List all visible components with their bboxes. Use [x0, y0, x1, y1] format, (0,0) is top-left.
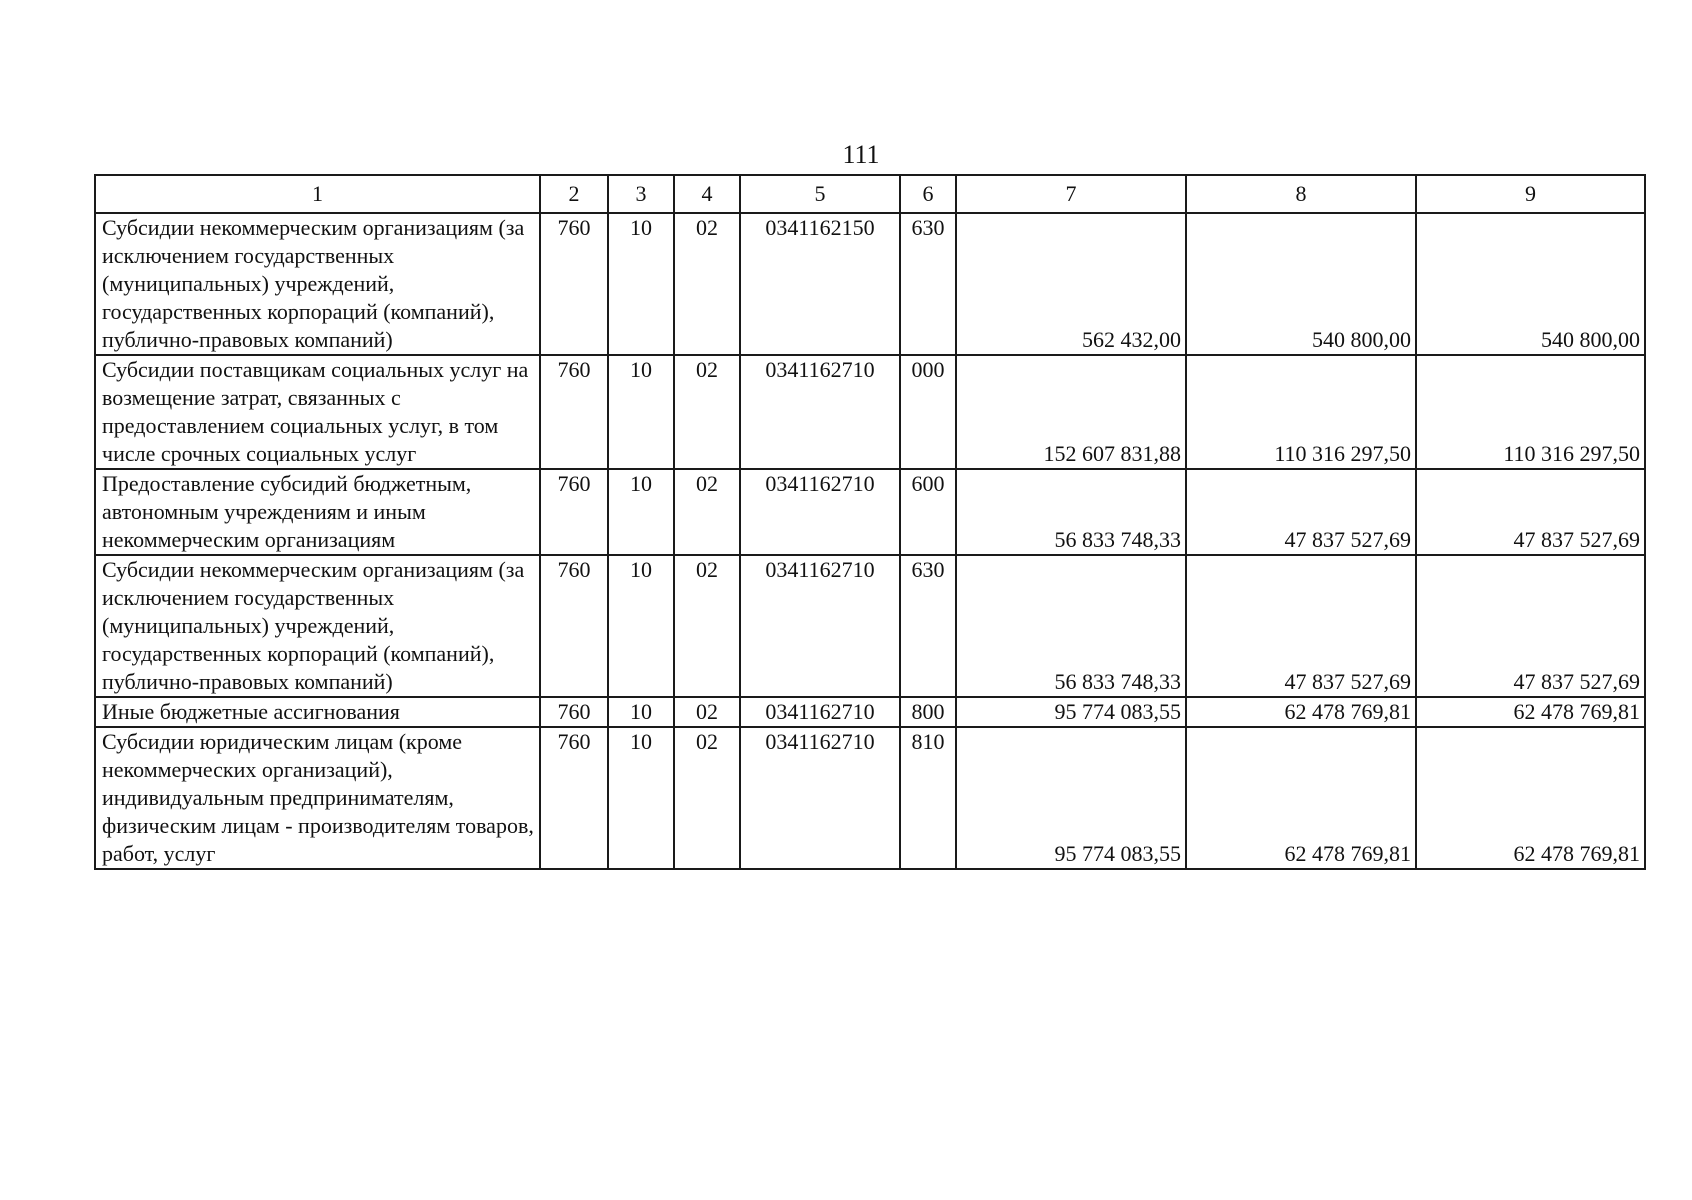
- row-code-2: 760: [540, 469, 608, 555]
- table-row: [95, 555, 1645, 697]
- page-number: 111: [842, 140, 880, 169]
- row-code-6: 000: [900, 355, 956, 469]
- row-amount-9: 540 800,00: [1416, 213, 1645, 355]
- row-name: Субсидии поставщикам социальных услуг на возмещение затрат, связанных с предоставлением социальных услуг, в том числе срочных социальных услуг: [95, 355, 540, 469]
- row-code-3: 10: [608, 355, 674, 469]
- row-code-2: 760: [540, 355, 608, 469]
- table-row: [95, 355, 1645, 469]
- row-code-3: 10: [608, 697, 674, 727]
- row-code-6: 800: [900, 697, 956, 727]
- row-amount-7: 56 833 748,33: [956, 469, 1186, 555]
- row-name: Субсидии некоммерческим организациям (за исключением государственных (муниципальных) учреждений, государственных корпораций (компаний), публично-правовых компаний): [95, 555, 540, 697]
- row-amount-8: 110 316 297,50: [1186, 355, 1416, 469]
- row-amount-7: 95 774 083,55: [956, 697, 1186, 727]
- row-amount-7: 95 774 083,55: [956, 727, 1186, 869]
- row-code-6: 810: [900, 727, 956, 869]
- row-code-5: 0341162710: [740, 555, 900, 697]
- row-code-4: 02: [674, 355, 740, 469]
- column-header: 2: [540, 175, 608, 213]
- row-code-2: 760: [540, 555, 608, 697]
- table-row: [95, 727, 1645, 869]
- row-code-3: 10: [608, 469, 674, 555]
- row-name: Субсидии юридическим лицам (кроме некоммерческих организаций), индивидуальным предпринимателям, физическим лицам - производителям товаров, работ, услуг: [95, 727, 540, 869]
- row-amount-7: 56 833 748,33: [956, 555, 1186, 697]
- column-header: 3: [608, 175, 674, 213]
- row-name: Субсидии некоммерческим организациям (за исключением государственных (муниципальных) учреждений, государственных корпораций (компаний), публично-правовых компаний): [95, 213, 540, 355]
- row-code-3: 10: [608, 727, 674, 869]
- column-header: 8: [1186, 175, 1416, 213]
- row-code-2: 760: [540, 727, 608, 869]
- row-code-2: 760: [540, 697, 608, 727]
- row-code-4: 02: [674, 213, 740, 355]
- column-header: 9: [1416, 175, 1645, 213]
- row-code-3: 10: [608, 555, 674, 697]
- row-code-5: 0341162710: [740, 469, 900, 555]
- row-code-4: 02: [674, 555, 740, 697]
- row-amount-8: 47 837 527,69: [1186, 555, 1416, 697]
- table-row: [95, 213, 1645, 355]
- row-amount-9: 47 837 527,69: [1416, 469, 1645, 555]
- row-code-6: 630: [900, 213, 956, 355]
- row-amount-8: 62 478 769,81: [1186, 697, 1416, 727]
- row-code-6: 600: [900, 469, 956, 555]
- row-amount-8: 540 800,00: [1186, 213, 1416, 355]
- row-code-6: 630: [900, 555, 956, 697]
- column-header: 4: [674, 175, 740, 213]
- budget-table: [94, 174, 1646, 870]
- row-amount-9: 62 478 769,81: [1416, 697, 1645, 727]
- column-header: 7: [956, 175, 1186, 213]
- row-code-4: 02: [674, 469, 740, 555]
- row-code-4: 02: [674, 727, 740, 869]
- column-header: 6: [900, 175, 956, 213]
- row-name: Иные бюджетные ассигнования: [95, 697, 540, 727]
- row-name: Предоставление субсидий бюджетным, автономным учреждениям и иным некоммерческим организациям: [95, 469, 540, 555]
- row-code-3: 10: [608, 213, 674, 355]
- row-code-5: 0341162710: [740, 727, 900, 869]
- row-amount-7: 562 432,00: [956, 213, 1186, 355]
- row-code-2: 760: [540, 213, 608, 355]
- row-amount-7: 152 607 831,88: [956, 355, 1186, 469]
- column-header: 5: [740, 175, 900, 213]
- row-code-4: 02: [674, 697, 740, 727]
- row-amount-9: 62 478 769,81: [1416, 727, 1645, 869]
- row-code-5: 0341162150: [740, 213, 900, 355]
- row-amount-8: 62 478 769,81: [1186, 727, 1416, 869]
- table-header-row: [95, 175, 1645, 213]
- row-amount-9: 47 837 527,69: [1416, 555, 1645, 697]
- table-row: [95, 697, 1645, 727]
- row-amount-8: 47 837 527,69: [1186, 469, 1416, 555]
- row-code-5: 0341162710: [740, 697, 900, 727]
- row-code-5: 0341162710: [740, 355, 900, 469]
- column-header: 1: [95, 175, 540, 213]
- table-row: [95, 469, 1645, 555]
- row-amount-9: 110 316 297,50: [1416, 355, 1645, 469]
